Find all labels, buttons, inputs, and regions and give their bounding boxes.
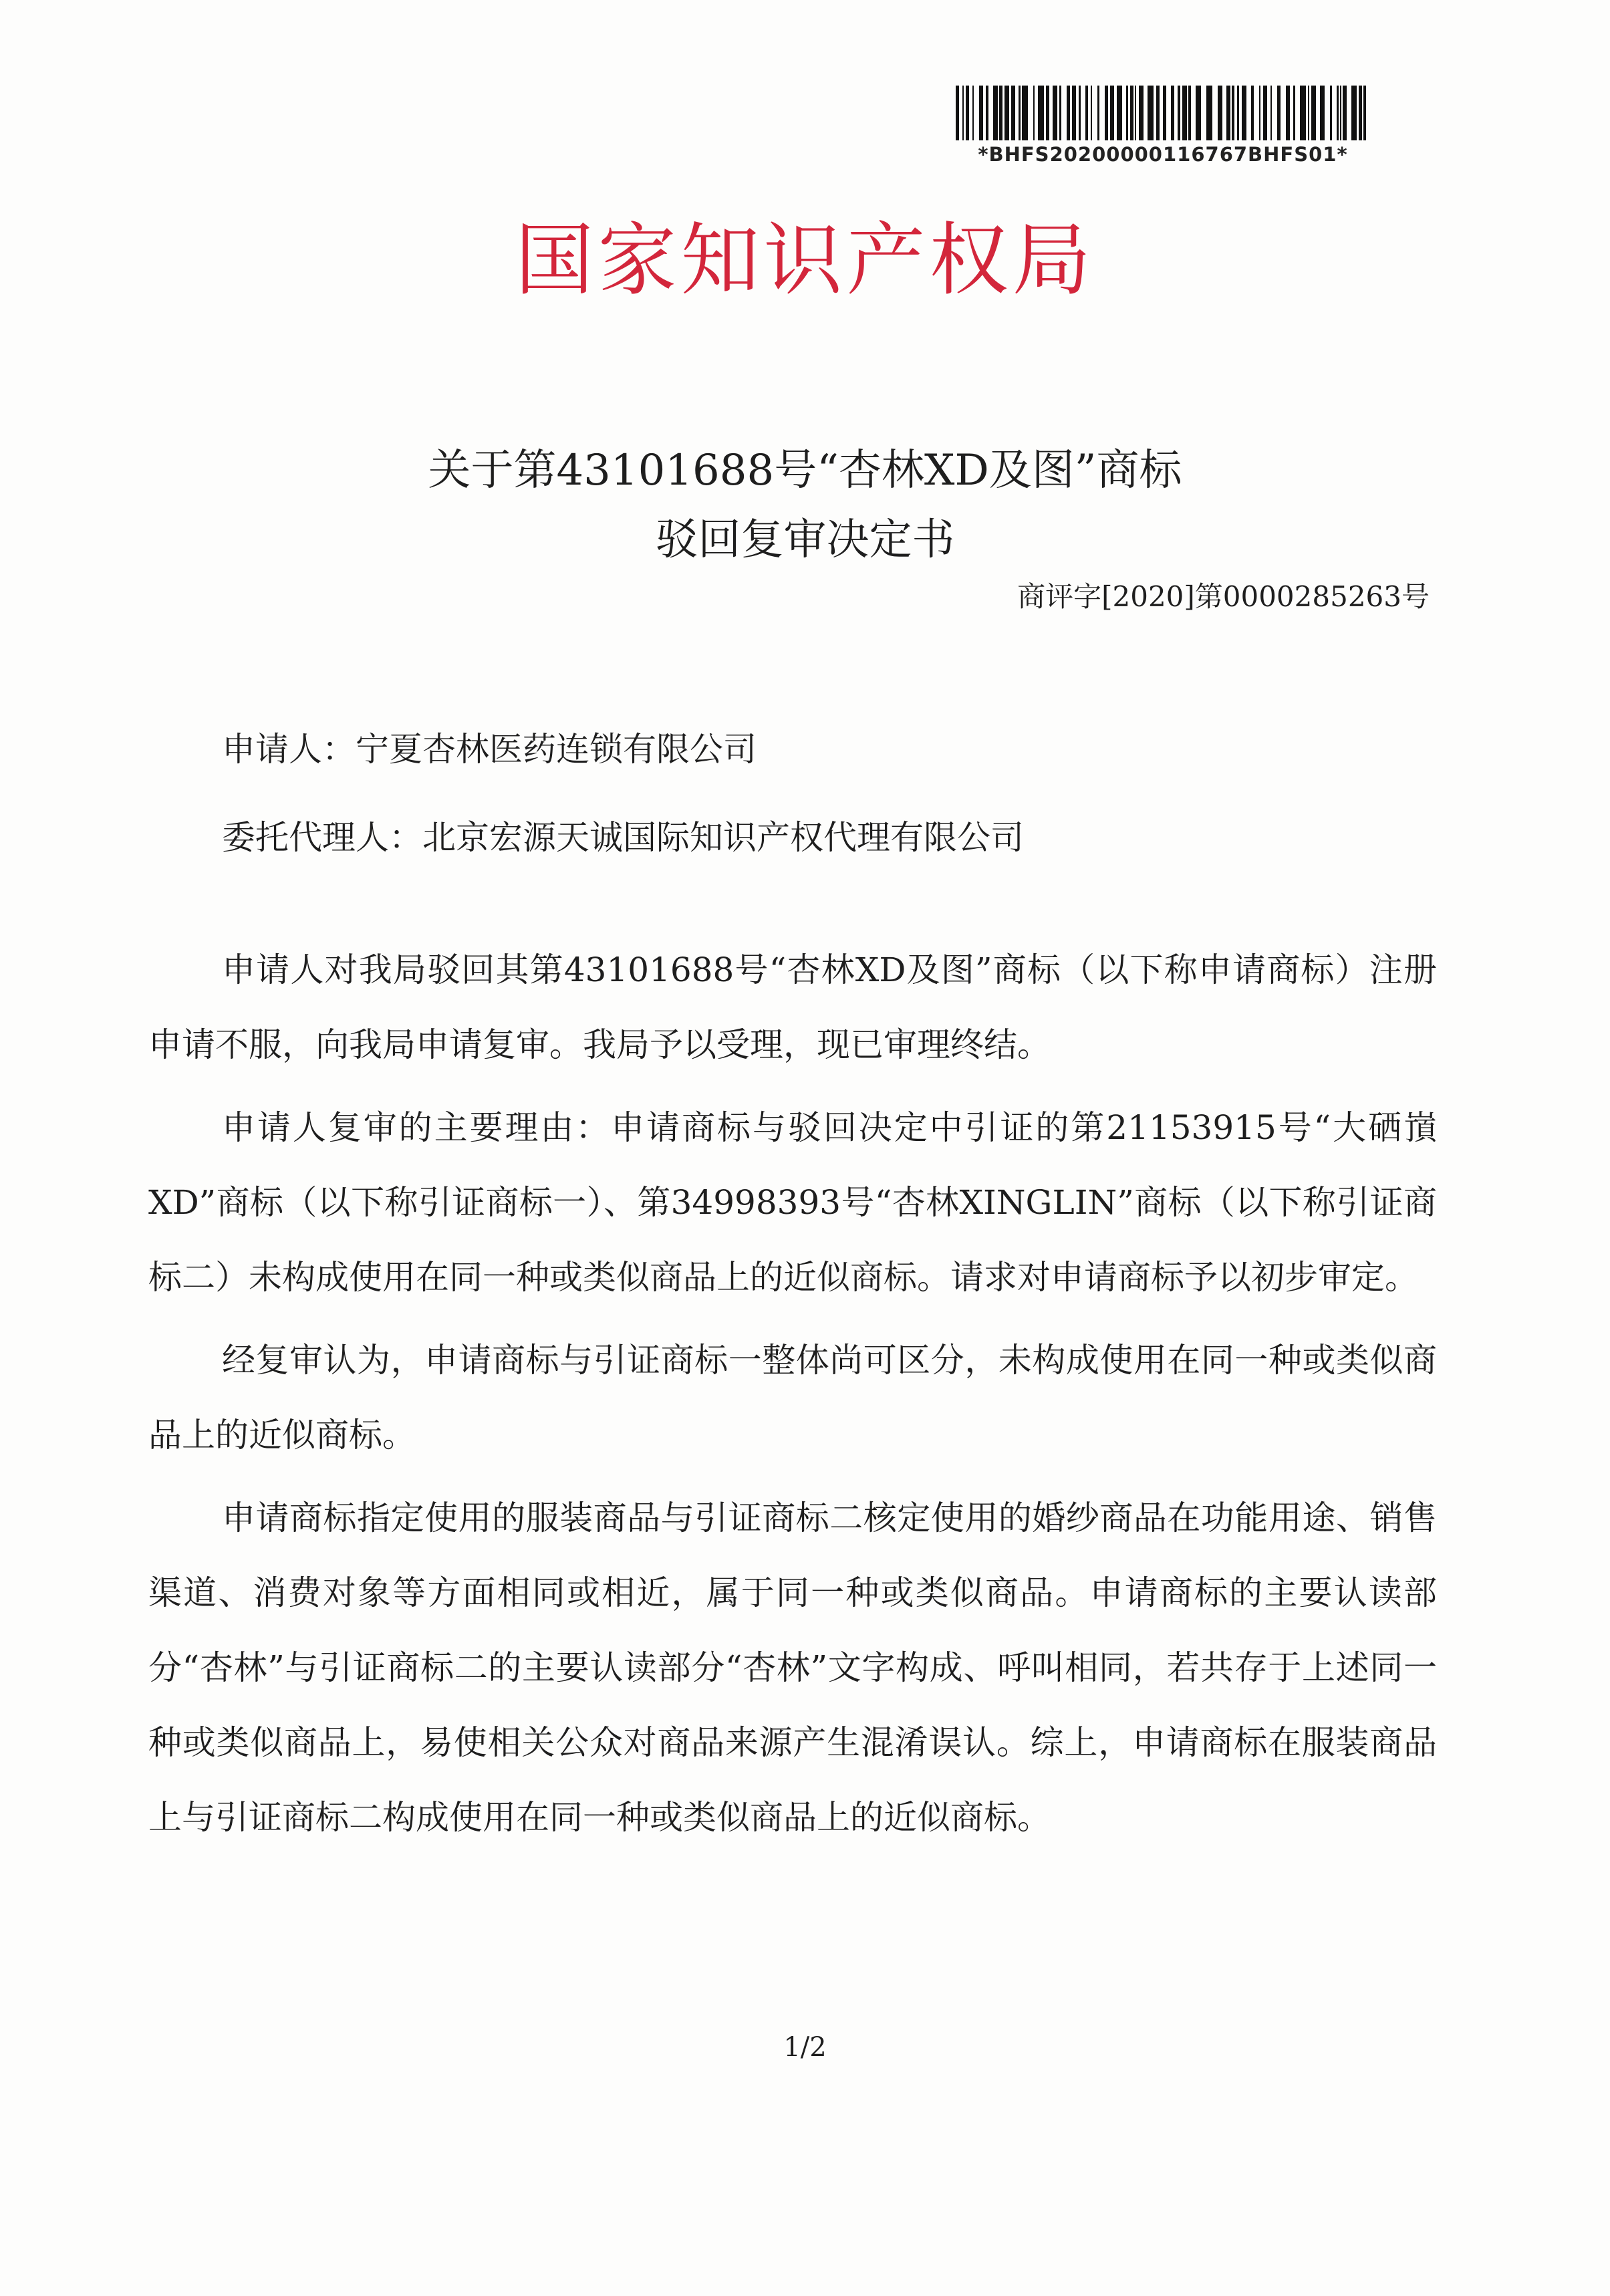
barcode-image — [956, 86, 1370, 140]
document-number: 商评字[2020]第0000285263号 — [1017, 580, 1430, 613]
barcode — [949, 86, 1377, 166]
parties — [222, 705, 1024, 882]
page-number: 1/2 — [783, 2032, 827, 2063]
paragraph: 申请人对我局驳回其第43101688号“杏林XD及图”商标（以下称申请商标）注册申请不服，向我局申请复审。我局予以受理，现已审理终结。 — [148, 950, 1437, 1064]
decision-body — [148, 932, 1437, 1863]
paragraph: 经复审认为，申请商标与引证商标一整体尚可区分，未构成使用在同一种或类似商品上的近似商标。 — [148, 1341, 1437, 1454]
paragraph: 申请商标指定使用的服装商品与引证商标二核定使用的婚纱商品在功能用途、销售渠道、消费对象等方面相同或相近，属于同一种或类似商品。申请商标的主要认读部分“杏林”与引证商标二的主要认读部分“杏林”文字构成、呼叫相同，若共存于上述同一种或类似商品上，易使相关公众对商品来源产生混淆误认。综上，申请商标在服装商品上与引证商标二构成使用在同一种或类似商品上的近似商标。 — [148, 1499, 1437, 1837]
barcode-code: *BHFS20200000116767BHFS01* — [978, 143, 1348, 166]
title-line-1: 关于第43101688号“杏林XD及图”商标 — [428, 446, 1182, 495]
paragraph: 申请人复审的主要理由：申请商标与驳回决定中引证的第21153915号“大硒嵿XD”商标（以下称引证商标一）、第34998393号“杏林XINGLIN”商标（以下称引证商标二）未构成使用在同一种或类似商品上的近似商标。请求对申请商标予以初步审定。 — [148, 1108, 1437, 1297]
agent: 委托代理人：北京宏源天诚国际知识产权代理有限公司 — [222, 818, 1024, 857]
applicant: 申请人：宁夏杏林医药连锁有限公司 — [222, 730, 757, 769]
title-line-2: 驳回复审决定书 — [655, 515, 955, 565]
agency-name: 国家知识产权局 — [515, 214, 1095, 306]
document-title — [0, 436, 1610, 575]
